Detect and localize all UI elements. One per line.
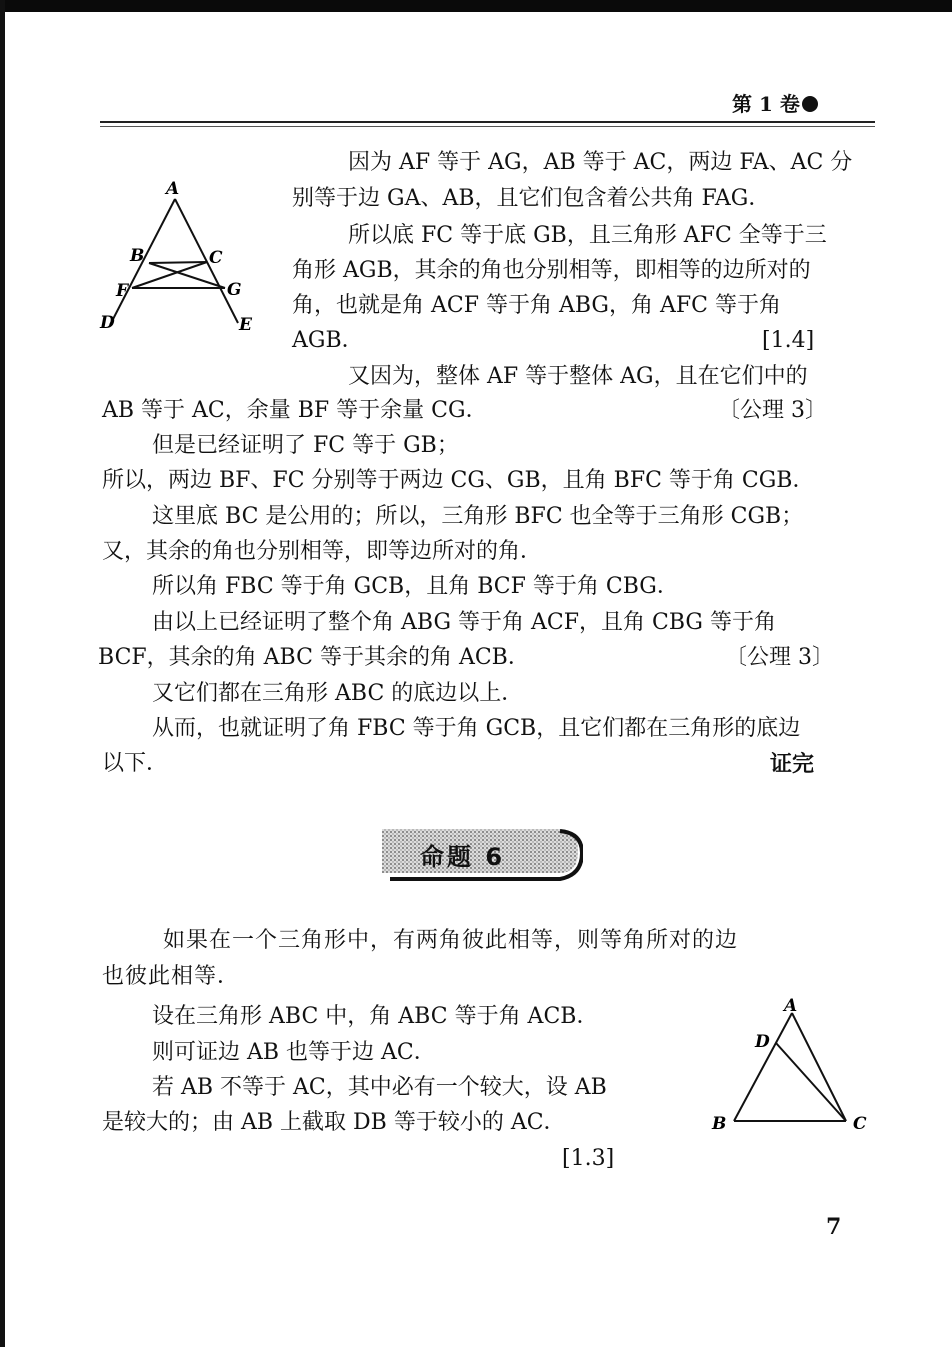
label-b: B <box>130 246 145 266</box>
figure-isosceles-extended <box>98 175 268 340</box>
reference: 〔公理 3〕 <box>718 398 827 423</box>
text-line: 则可证边 AB 也等于边 AC． <box>152 1040 436 1065</box>
text-line: 所以角 FBC 等于角 GCB，且角 BCF 等于角 CBG． <box>152 574 679 599</box>
text-line: 若 AB 不等于 AC，其中必有一个较大，设 AB <box>152 1075 607 1100</box>
label-e: E <box>239 315 252 335</box>
header-rule <box>100 121 875 123</box>
text-line: 从而，也就证明了角 FBC 等于角 GCB，且它们都在三角形的底边 <box>152 716 801 741</box>
reference: [1.4] <box>762 328 815 353</box>
line-dc <box>776 1043 846 1121</box>
text-line: 是较大的；由 AB 上截取 DB 等于较小的 AC． <box>102 1110 566 1135</box>
reference: 〔公理 3〕 <box>725 645 834 670</box>
line-ab <box>734 1013 792 1121</box>
top-border <box>0 0 952 12</box>
label-d: D <box>755 1032 770 1052</box>
text-line: 又，其余的角也分别相等，即等边所对的角． <box>102 539 543 564</box>
line-bc <box>149 262 207 263</box>
text-line: 又因为，整体 AF 等于整体 AG，且在它们中的 <box>348 364 808 389</box>
proposition-statement: 也彼此相等． <box>102 964 241 989</box>
text-line: 角形 AGB，其余的角也分别相等，即相等的边所对的 <box>292 258 811 283</box>
text-line: 所以，两边 BF、FC 分别等于两边 CG、GB，且角 BFC 等于角 CGB． <box>102 468 815 493</box>
text-line: 设在三角形 ABC 中，角 ABC 等于角 ACB． <box>152 1004 599 1029</box>
label-a: A <box>784 996 798 1016</box>
volume-label: 第 1 卷 <box>732 92 800 116</box>
text-line: BCF，其余的角 ABC 等于其余的角 ACB． <box>98 645 530 670</box>
text-line: 以下． <box>102 751 169 776</box>
label-d: D <box>100 313 115 333</box>
text-line: 这里底 BC 是公用的；所以，三角形 BFC 也全等于三角形 CGB； <box>152 504 804 529</box>
qed-mark: 证完 <box>770 751 815 777</box>
text-line: 但是已经证明了 FC 等于 GB； <box>152 433 459 458</box>
left-border <box>0 0 5 1347</box>
text-line: 由以上已经证明了整个角 ABG 等于角 ACF，且角 CBG 等于角 <box>152 610 776 635</box>
text-line: AGB． <box>292 328 364 353</box>
page-number: 7 <box>826 1214 842 1240</box>
proposition-statement: 如果在一个三角形中，有两角彼此相等，则等角所对的边 <box>163 928 739 953</box>
proposition-banner <box>378 827 583 883</box>
label-f: F <box>116 281 129 301</box>
text-line: 别等于边 GA、AB，且它们包含着公共角 FAG． <box>292 186 771 211</box>
label-b: B <box>712 1114 727 1134</box>
line-ae <box>175 199 238 323</box>
label-a: A <box>166 179 180 199</box>
line-ac <box>792 1013 846 1121</box>
text-line: 所以底 FC 等于底 GB，且三角形 AFC 全等于三 <box>348 223 827 248</box>
header-rule-thin <box>100 126 875 127</box>
text-line: 因为 AF 等于 AG，AB 等于 AC，两边 FA、AC 分 <box>348 150 853 175</box>
bullet-icon <box>802 96 818 112</box>
proposition-title: 命题 6 <box>420 843 506 871</box>
label-c: C <box>209 248 223 268</box>
text-line: 角，也就是角 ACF 等于角 ABG，角 AFC 等于角 <box>292 293 781 318</box>
reference: [1.3] <box>562 1146 615 1171</box>
running-header <box>732 88 818 117</box>
text-line: AB 等于 AC，余量 BF 等于余量 CG． <box>102 398 488 423</box>
label-c: C <box>853 1114 867 1134</box>
figure-triangle-abc <box>708 995 878 1140</box>
label-g: G <box>227 280 242 300</box>
text-line: 又它们都在三角形 ABC 的底边以上． <box>152 681 524 706</box>
